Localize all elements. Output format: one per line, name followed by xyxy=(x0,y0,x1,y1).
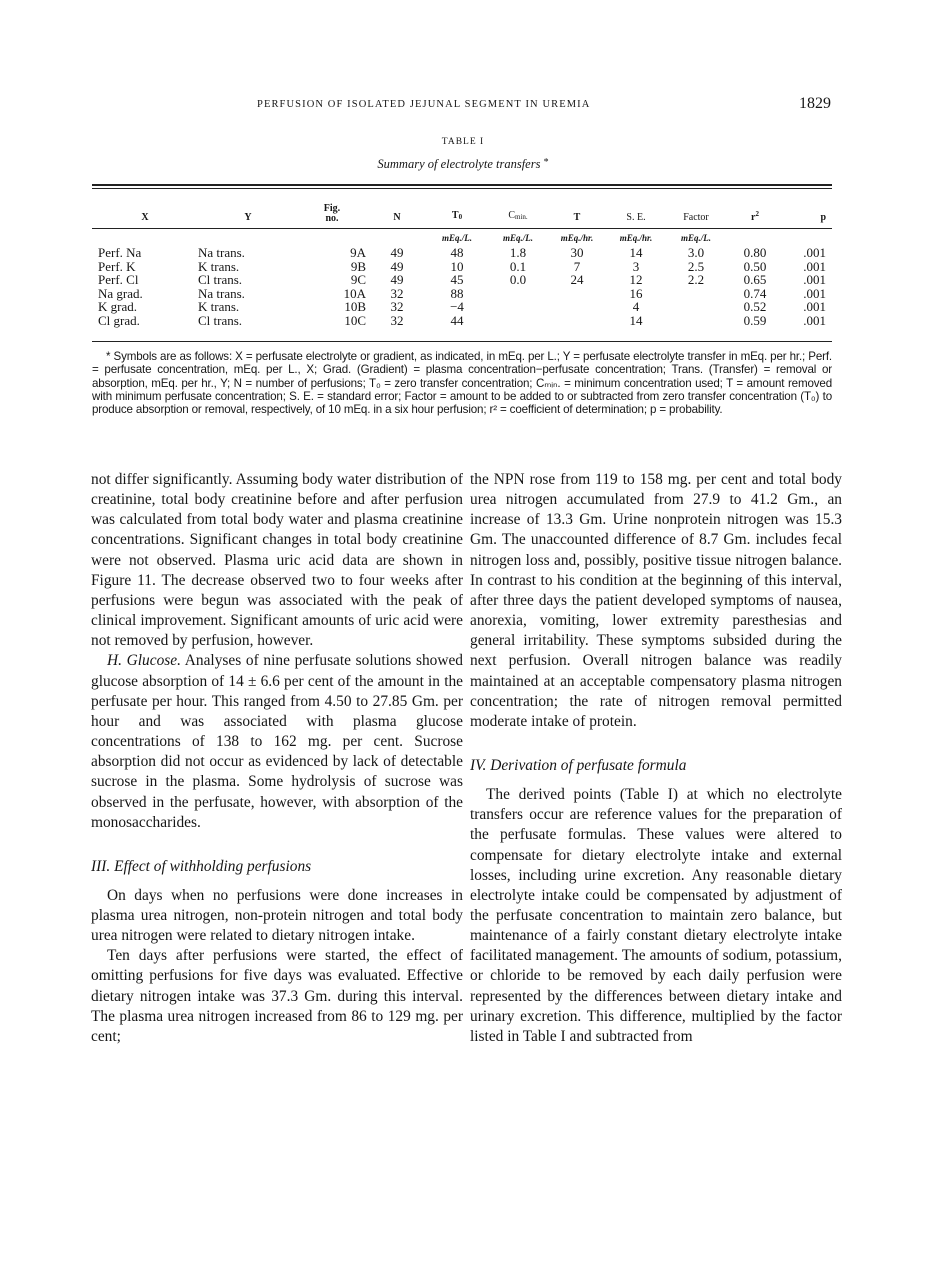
col-header-r2-label: r xyxy=(751,211,756,223)
paragraph: the NPN rose from 119 to 158 mg. per cent and total body urea nitrogen accumulated from 27.9 to 41.2 Gm., an increase of 13.3 Gm. Urine nonprotein nitrogen was 15.3 Gm. The unaccounted difference of 8.7 Gm. includes fecal nitrogen loss and, possibly, positive tissue nitrogen balance. In contrast to his condition at the beginning of this interval, after three days the patient developed symptoms of nausea, anorexia, vomiting, lower extremity paresthesias and general irritability. These symptoms subsided during the next perfusion. Overall nitrogen balance was readily maintained at an acceptable compensatory plasma nitrogen concentration; the rate of nitrogen removal permitted moderate intake of protein. xyxy=(470,471,842,730)
col-header-fig-line1: Fig. xyxy=(323,203,341,214)
table-row: Cl grad. Cl trans. 10C 32 44 14 0.59 .001 xyxy=(98,312,826,328)
col-header-y: Y xyxy=(244,211,252,223)
col-header-t0-label: T xyxy=(451,209,459,221)
table-top-rule xyxy=(92,184,832,186)
table-footnote xyxy=(92,350,832,416)
unit-factor: mEq./L. xyxy=(680,233,711,244)
table-header-row xyxy=(92,196,832,224)
section-heading-iv: IV. Derivation of perfusate formula xyxy=(470,757,687,775)
unit-t0: mEq./L. xyxy=(441,233,472,244)
col-header-t0 xyxy=(428,196,486,224)
col-header-cmin xyxy=(486,196,550,224)
unit-se: mEq./hr. xyxy=(619,233,653,244)
footnote-marker: * xyxy=(543,157,549,168)
col-header-fig xyxy=(298,196,366,224)
paragraph-text: Analyses of nine perfusate solutions showed glucose absorption of 14 ± 6.6 per cent of the amount in the perfusate per hour. This ranged from 4.50 to 27.85 Gm. per hour and was associated with plasma glucose concentrations of 138 to 162 mg. per cent. Sucrose absorption did not occur as evidenced by lack of detectable sucrose in the plasma. Some hydrolysis of sucrose was observed in the perfusate, however, with absorption of the monosaccharides. xyxy=(91,652,463,831)
table-row: Perf. Na Na trans. 9A 49 48 1.8 30 14 3.0 0.80 .001 xyxy=(98,245,826,260)
table-label: TABLE I xyxy=(441,137,485,147)
col-header-se: S. E. xyxy=(626,211,646,223)
electrolyte-transfer-table xyxy=(92,196,832,327)
col-header-t0-sub: 0 xyxy=(458,212,463,221)
units-row xyxy=(92,224,832,246)
paragraph-glucose xyxy=(91,651,463,832)
table-row: Perf. K K trans. 9B 49 10 0.1 7 3 2.5 0.50 .001 xyxy=(98,258,826,274)
table-row: Na grad. Na trans. 10A 32 88 16 0.74 .001 xyxy=(98,285,826,301)
table-top-rule-inner xyxy=(92,188,832,189)
col-header-cmin-sub: min. xyxy=(515,212,528,221)
col-header-r2-sup: 2 xyxy=(755,209,759,218)
unit-t: mEq./hr. xyxy=(560,233,594,244)
col-header-n: N xyxy=(393,211,401,223)
left-column xyxy=(91,470,463,1047)
col-header-fig-line2: no. xyxy=(325,213,339,224)
col-header-factor: Factor xyxy=(683,211,709,223)
col-header-r2 xyxy=(724,196,786,224)
table-footnote-text: * Symbols are as follows: X = perfusate electrolyte or gradient, as indicated, in mEq. per L.; Y = perfusate electrolyte transfer in mEq. per hr.; Perf. = perfusate concentration, mEq. per L., X; Grad. (Gradient) = plasma concentration−perfusate concentration; Trans. (Transfer) = removal or absorption, mEq. per hr., Y; N = number of perfusions; T₀ = zero transfer concentration; Cₘᵢₙ. = minimum concentration used; T = amount removed with minimum perfusate concentration; S. E. = standard error; Factor = amount to be added to or subtracted from zero transfer concentration (T₀) to produce absorption or removal, respectively, of 10 mEq. in a six hour perfusion; r² = coefficient of determination; p = probability. xyxy=(92,350,832,417)
table-caption xyxy=(0,157,926,172)
unit-cmin: mEq./L. xyxy=(502,233,533,244)
col-header-cmin-label: C xyxy=(508,209,516,221)
paragraph: Ten days after perfusions were started, the effect of omitting perfusions for five days was evaluated. Effective dietary nitrogen intake was 37.3 Gm. during this interval. The plasma urea nitrogen increased from 86 to 129 mg. per cent; xyxy=(91,947,463,1045)
page-number: 1829 xyxy=(799,95,831,112)
col-header-t: T xyxy=(573,211,581,223)
running-title: PERFUSION OF ISOLATED JEJUNAL SEGMENT IN UREMIA xyxy=(257,99,591,110)
col-header-p: p xyxy=(820,211,826,223)
table-row: Perf. Cl Cl trans. 9C 49 45 0.0 24 12 2.2 0.65 .001 xyxy=(98,272,826,287)
col-header-x: X xyxy=(141,211,149,223)
paragraph: On days when no perfusions were done increases in plasma urea nitrogen, non-protein nitrogen and total body urea nitrogen were related to dietary nitrogen intake. xyxy=(91,886,463,945)
table-row: K grad. K trans. 10B 32 −4 4 0.52 .001 xyxy=(98,299,826,314)
paragraph: The derived points (Table I) at which no electrolyte transfers occur are reference values for the preparation of the perfusate formulas. These values were altered to compensate for dietary electrolyte intake and external losses, including urine excretion. Any reasonable dietary electrolyte intake could be compensated by adjustment of the perfusate concentration to maintain zero balance, but maintenance of a fairly constant dietary electrolyte intake facilitated management. The amounts of sodium, potassium, or chloride to be removed by each daily perfusion were represented by the differences between dietary intake and urinary excretion. This difference, multiplied by the factor listed in Table I and subtracted from xyxy=(470,786,842,1045)
section-heading-iii: III. Effect of withholding perfusions xyxy=(91,857,312,875)
table-caption-text: Summary of electrolyte transfers xyxy=(377,157,541,171)
right-column xyxy=(470,470,842,1047)
run-in-heading: H. Glucose. xyxy=(107,652,181,670)
table-bottom-rule xyxy=(92,341,832,342)
paragraph: not differ significantly. Assuming body water distribution of creatinine, total body creatinine before and after perfusion was calculated from total body water and plasma creatinine concentrations. Significant changes in total body creatinine were not observed. Plasma uric acid data are shown in Figure 11. The decrease observed two to four weeks after perfusions were begun was associated with the peak of clinical improvement. Significant amounts of uric acid were not removed by perfusion, however. xyxy=(91,471,463,650)
